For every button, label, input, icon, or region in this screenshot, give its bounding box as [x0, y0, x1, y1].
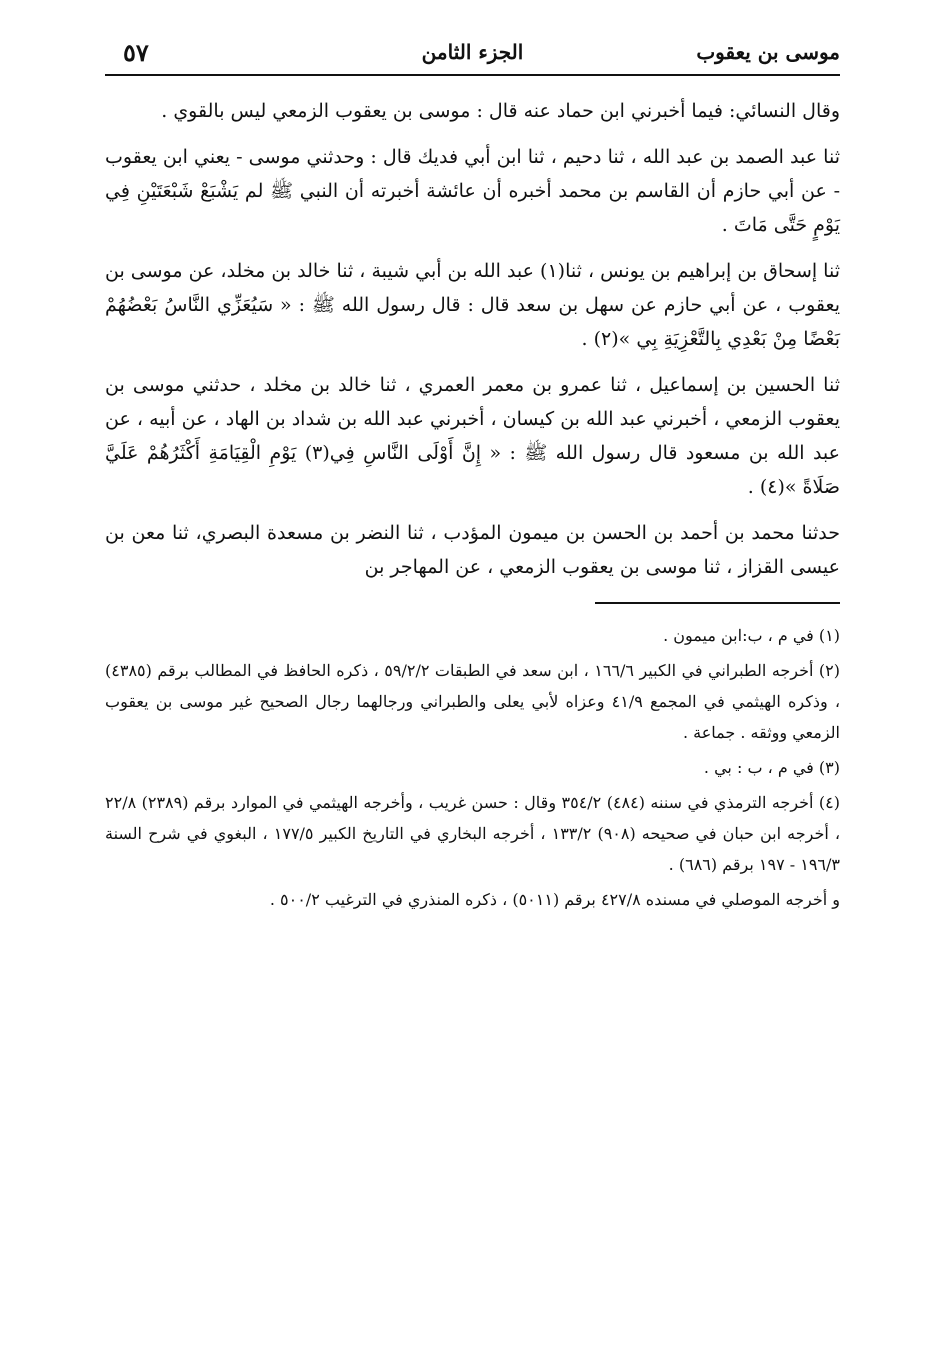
running-title: موسى بن يعقوب: [696, 40, 840, 64]
footnote: (٢) أخرجه الطبراني في الكبير ١٦٦/٦ ، ابن سعد في الطبقات ٥٩/٢/٢ ، ذكره الحافظ في المطالب برقم (٤٣٨٥) ، وذكره الهيثمي في المجمع ٤١/٩ وعزاه لأبي يعلى والطبراني ورجالهما رجال الصحيح غير موسى بن يعقوب الزمعي ووثقه . جماعة .: [105, 661, 841, 742]
footnote-divider: [595, 602, 840, 604]
main-text: [105, 94, 840, 584]
paragraph: وقال النسائي: فيما أخبرني ابن حماد عنه قال : موسى بن يعقوب الزمعي ليس بالقوي .: [161, 100, 840, 122]
footnotes: [105, 620, 840, 915]
paragraph: ثنا الحسين بن إسماعيل ، ثنا عمرو بن معمر العمري ، ثنا خالد بن مخلد ، حدثني موسى بن يعقوب الزمعي ، أخبرني عبد الله بن كيسان ، أخبرني عبد الله بن شداد بن الهاد ، عن أبيه ، عن عبد الله بن مسعود قال رسول الله ﷺ : « إِنَّ أَوْلَى النَّاسِ فِي(٣) يَوْمِ الْقِيَامَةِ أَكْثَرُهُمْ عَلَيَّ صَلَاةً »(٤) .: [105, 374, 840, 498]
footnote: و أخرجه الموصلي في مسنده ٤٢٧/٨ برقم (٥٠١١) ، ذكره المنذري في الترغيب ٥٠٠/٢ .: [269, 890, 840, 909]
paragraph: ثنا إسحاق بن إبراهيم بن يونس ، ثنا(١) عبد الله بن أبي شيبة ، ثنا خالد بن مخلد، عن موسى بن يعقوب ، عن أبي حازم عن سهل بن سعد قال : قال رسول الله ﷺ : « سَيُعَزِّي النَّاسُ بَعْضُهُمْ بَعْضًا مِنْ بَعْدِي بِالتَّعْزِيَةِ بِي »(٢) .: [105, 260, 840, 350]
footnote: (٤) أخرجه الترمذي في سننه (٤٨٤) ٣٥٤/٢ وقال : حسن غريب ، وأخرجه الهيثمي في الموارد برقم (٢٣٨٩) ٢٢/٨ ، أخرجه ابن حبان في صحيحه (٩٠٨) ١٣٣/٢ ، أخرجه البخاري في التاريخ الكبير ١٧٧/٥ ، البغوي في شرح السنة ١٩٦/٣ - ١٩٧ برقم (٦٨٦) .: [105, 793, 841, 874]
paragraph: حدثنا محمد بن أحمد بن الحسن بن ميمون المؤدب ، ثنا النضر بن مسعدة البصري، ثنا معن بن عيسى القزاز ، ثنا موسى بن يعقوب الزمعي ، عن المهاجر بن: [105, 522, 840, 578]
page-header: [105, 30, 840, 76]
volume-label: الجزء الثامن: [421, 40, 524, 64]
page-number: ٥٧: [123, 38, 149, 67]
footnote: (٣) في م ، ب : بي .: [703, 758, 840, 777]
paragraph: ثنا عبد الصمد بن عبد الله ، ثنا دحيم ، ثنا ابن أبي فديك قال : وحدثني موسى - يعني ابن يعقوب - عن أبي حازم أن القاسم بن محمد أخبره أن عائشة أخبرته أن النبي ﷺ لم يَشْبَعْ شَبْعَتَيْنِ فِي يَوْمٍ حَتَّى مَاتَ .: [105, 146, 840, 236]
book-page: [105, 30, 840, 1330]
footnote: (١) في م ، ب:ابن ميمون .: [663, 626, 840, 645]
